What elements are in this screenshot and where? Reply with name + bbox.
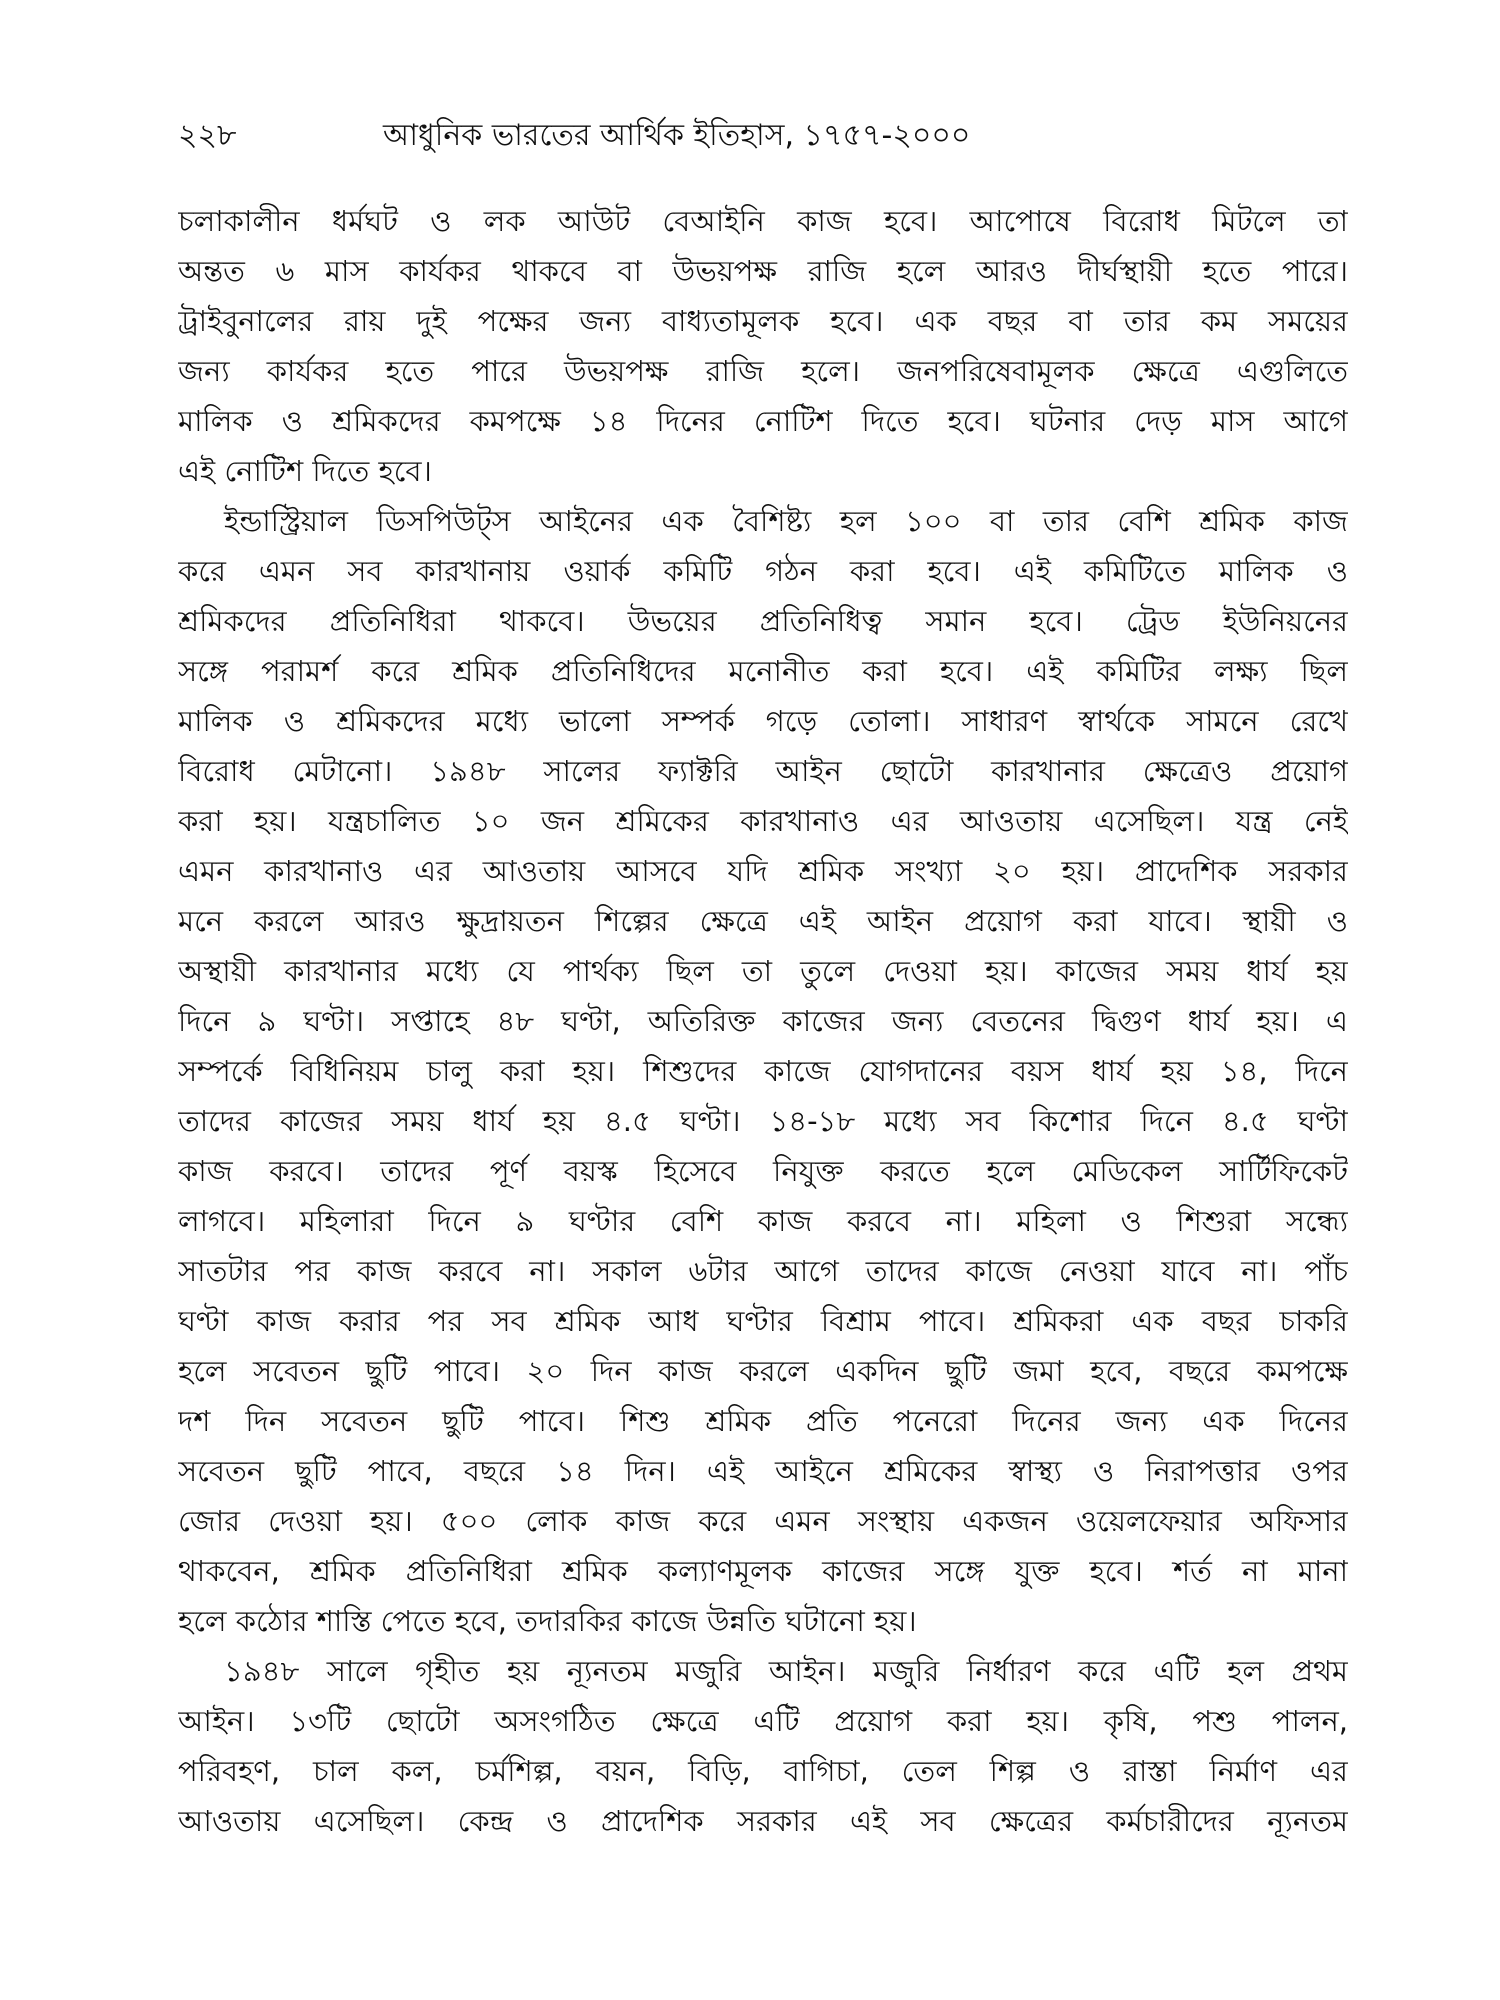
text-line: সবেতন ছুটি পাবে, বছরে ১৪ দিন। এই আইনে শ্রমিকের স্বাস্থ্য ও নিরাপত্তার ওপর <box>178 1454 1348 1488</box>
text-line: বিরোধ মেটানো। ১৯৪৮ সালের ফ্যাক্টরি আইন ছোটো কারখানার ক্ষেত্রেও প্রয়োগ <box>178 754 1348 788</box>
text-line: করে এমন সব কারখানায় ওয়ার্ক কমিটি গঠন করা হবে। এই কমিটিতে মালিক ও <box>178 554 1348 588</box>
text-line: অন্তত ৬ মাস কার্যকর থাকবে বা উভয়পক্ষ রাজি হলে আরও দীর্ঘস্থায়ী হতে পারে। <box>178 254 1348 288</box>
text-line: আইন। ১৩টি ছোটো অসংগঠিত ক্ষেত্রে এটি প্রয়োগ করা হয়। কৃষি, পশু পালন, <box>178 1704 1348 1738</box>
body-text <box>178 196 1348 1846</box>
text-line: তাদের কাজের সময় ধার্য হয় ৪.৫ ঘণ্টা। ১৪-১৮ মধ্যে সব কিশোর দিনে ৪.৫ ঘণ্টা <box>178 1104 1348 1138</box>
text-line: জন্য কার্যকর হতে পারে উভয়পক্ষ রাজি হলে। জনপরিষেবামূলক ক্ষেত্রে এগুলিতে <box>178 354 1348 388</box>
text-line: অস্থায়ী কারখানার মধ্যে যে পার্থক্য ছিল তা তুলে দেওয়া হয়। কাজের সময় ধার্য হয় <box>178 954 1348 988</box>
text-line: কাজ করবে। তাদের পূর্ণ বয়স্ক হিসেবে নিযুক্ত করতে হলে মেডিকেল সার্টিফিকেট <box>178 1154 1348 1188</box>
text-line: এই নোটিশ দিতে হবে। <box>178 454 432 488</box>
text-line: ইন্ডাস্ট্রিয়াল ডিসপিউট্স আইনের এক বৈশিষ্ট্য হল ১০০ বা তার বেশি শ্রমিক কাজ <box>224 504 1348 538</box>
text-line: এমন কারখানাও এর আওতায় আসবে যদি শ্রমিক সংখ্যা ২০ হয়। প্রাদেশিক সরকার <box>178 854 1348 888</box>
text-line: থাকবেন, শ্রমিক প্রতিনিধিরা শ্রমিক কল্যাণমূলক কাজের সঙ্গে যুক্ত হবে। শর্ত না মানা <box>178 1554 1348 1588</box>
text-line: মনে করলে আরও ক্ষুদ্রায়তন শিল্পের ক্ষেত্রে এই আইন প্রয়োগ করা যাবে। স্থায়ী ও <box>178 904 1348 938</box>
text-line: চলাকালীন ধর্মঘট ও লক আউট বেআইনি কাজ হবে। আপোষে বিরোধ মিটলে তা <box>178 204 1348 238</box>
text-line: লাগবে। মহিলারা দিনে ৯ ঘণ্টার বেশি কাজ করবে না। মহিলা ও শিশুরা সন্ধ্যে <box>178 1204 1348 1238</box>
text-line: হলে সবেতন ছুটি পাবে। ২০ দিন কাজ করলে একদিন ছুটি জমা হবে, বছরে কমপক্ষে <box>178 1354 1348 1388</box>
text-line: ১৯৪৮ সালে গৃহীত হয় ন্যূনতম মজুরি আইন। মজুরি নির্ধারণ করে এটি হল প্রথম <box>224 1654 1348 1688</box>
text-line: মালিক ও শ্রমিকদের মধ্যে ভালো সম্পর্ক গড়ে তোলা। সাধারণ স্বার্থকে সামনে রেখে <box>178 704 1348 738</box>
paragraph-3 <box>178 1646 1348 1846</box>
text-line: করা হয়। যন্ত্রচালিত ১০ জন শ্রমিকের কারখানাও এর আওতায় এসেছিল। যন্ত্র নেই <box>178 804 1348 838</box>
text-line: ঘণ্টা কাজ করার পর সব শ্রমিক আধ ঘণ্টার বিশ্রাম পাবে। শ্রমিকরা এক বছর চাকরি <box>178 1304 1348 1338</box>
text-line: দিনে ৯ ঘণ্টা। সপ্তাহে ৪৮ ঘণ্টা, অতিরিক্ত কাজের জন্য বেতনের দ্বিগুণ ধার্য হয়। এ <box>178 1004 1348 1038</box>
text-line: ট্রাইবুনালের রায় দুই পক্ষের জন্য বাধ্যতামূলক হবে। এক বছর বা তার কম সময়ের <box>178 304 1348 338</box>
text-line: শ্রমিকদের প্রতিনিধিরা থাকবে। উভয়ের প্রতিনিধিত্ব সমান হবে। ট্রেড ইউনিয়নের <box>178 604 1348 638</box>
text-line: সঙ্গে পরামর্শ করে শ্রমিক প্রতিনিধিদের মনোনীত করা হবে। এই কমিটির লক্ষ্য ছিল <box>178 654 1348 688</box>
text-line: সম্পর্কে বিধিনিয়ম চালু করা হয়। শিশুদের কাজে যোগদানের বয়স ধার্য হয় ১৪, দিনে <box>178 1054 1348 1088</box>
text-line: সাতটার পর কাজ করবে না। সকাল ৬টার আগে তাদের কাজে নেওয়া যাবে না। পাঁচ <box>178 1254 1348 1288</box>
text-line: পরিবহণ, চাল কল, চর্মশিল্প, বয়ন, বিড়ি, বাগিচা, তেল শিল্প ও রাস্তা নির্মাণ এর <box>178 1754 1348 1788</box>
paragraph-2 <box>178 496 1348 1646</box>
paragraph-1 <box>178 196 1348 496</box>
text-line: দশ দিন সবেতন ছুটি পাবে। শিশু শ্রমিক প্রতি পনেরো দিনের জন্য এক দিনের <box>178 1404 1348 1438</box>
text-line: মালিক ও শ্রমিকদের কমপক্ষে ১৪ দিনের নোটিশ দিতে হবে। ঘটনার দেড় মাস আগে <box>178 404 1348 438</box>
page-number: ২২৮ <box>178 118 237 153</box>
page-header <box>178 112 1348 160</box>
text-line: জোর দেওয়া হয়। ৫০০ লোক কাজ করে এমন সংস্থায় একজন ওয়েলফেয়ার অফিসার <box>178 1504 1348 1538</box>
text-line: আওতায় এসেছিল। কেন্দ্র ও প্রাদেশিক সরকার এই সব ক্ষেত্রের কর্মচারীদের ন্যূনতম <box>178 1804 1348 1838</box>
text-line: হলে কঠোর শাস্তি পেতে হবে, তদারকির কাজে উন্নতি ঘটানো হয়। <box>178 1604 917 1638</box>
running-title: আধুনিক ভারতের আর্থিক ইতিহাস, ১৭৫৭-২০০০ <box>383 118 971 153</box>
